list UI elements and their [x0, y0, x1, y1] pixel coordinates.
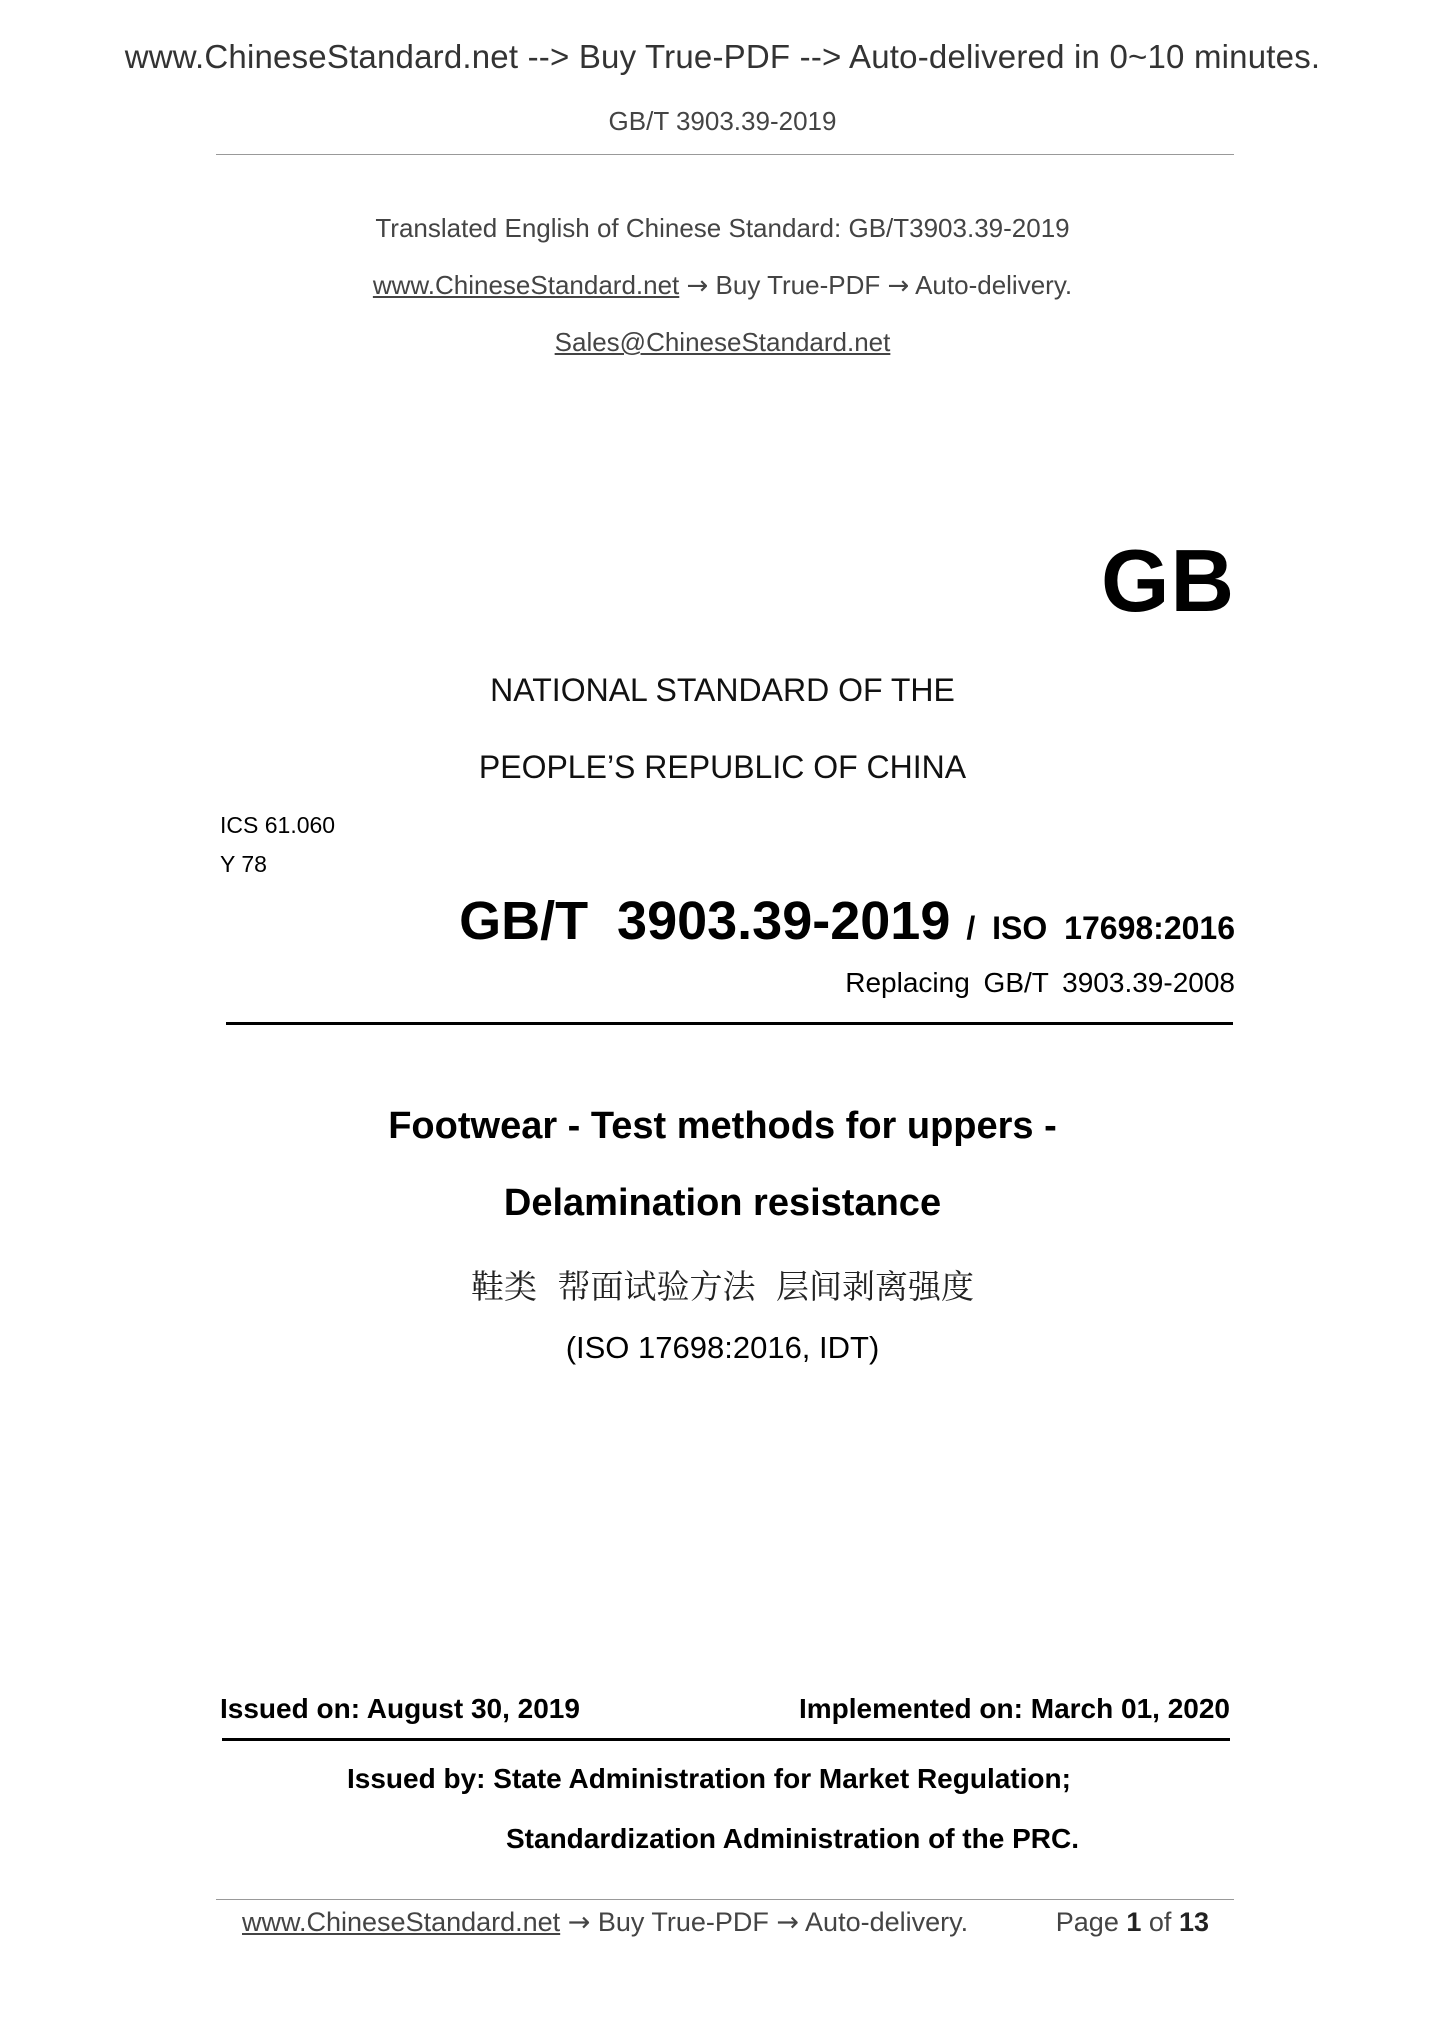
page-of: of [1148, 1907, 1172, 1937]
footer-promo [242, 1907, 968, 1938]
ics-code: ICS 61.060 [220, 812, 336, 838]
arrow-right-icon: → [887, 271, 910, 301]
footer-buy-text: Buy True-PDF [597, 1907, 769, 1937]
title-divider [226, 1022, 1233, 1025]
site-promo-line [0, 270, 1445, 301]
footer-site-link[interactable]: www.ChineseStandard.net [242, 1907, 561, 1937]
classification-code: Y 78 [220, 851, 267, 877]
auto-delivery-text: Auto-delivery. [915, 270, 1073, 300]
page-indicator [1056, 1907, 1209, 1938]
document-title-line-2: Delamination resistance [503, 1182, 942, 1224]
footer-auto-text: Auto-delivery. [805, 1907, 969, 1937]
chinese-title: 鞋类 帮面试验方法 层间剥离强度 [471, 1267, 974, 1306]
replacing-note: Replacing GB/T 3903.39-2008 [845, 967, 1235, 998]
translation-note: Translated English of Chinese Standard: GB/T3903.39-2019 [375, 213, 1070, 243]
header-standard-code: GB/T 3903.39-2019 [608, 106, 837, 136]
standard-number-line [459, 890, 1235, 952]
buy-text: Buy True-PDF [715, 270, 881, 300]
implemented-on-date: Implemented on: March 01, 2020 [798, 1693, 1230, 1724]
dates-divider [222, 1738, 1230, 1741]
issued-on-date: Issued on: August 30, 2019 [220, 1693, 580, 1724]
issued-by-line-2: Standardization Administration of the PRC. [506, 1823, 1079, 1854]
header-divider [216, 154, 1234, 155]
arrow-right-icon: → [567, 1907, 591, 1938]
issued-by-line-1: Issued by: State Administration for Market Regulation; [347, 1763, 1071, 1794]
iso-reference: / ISO 17698:2016 [966, 910, 1235, 946]
page-label: Page [1055, 1907, 1119, 1937]
footer-divider [216, 1899, 1234, 1900]
standard-number: GB/T 3903.39-2019 [459, 891, 951, 951]
top-banner: www.ChineseStandard.net --> Buy True-PDF --> Auto-delivered in 0~10 minutes. [124, 38, 1321, 75]
page-total: 13 [1178, 1907, 1209, 1937]
national-standard-line-2: PEOPLE’S REPUBLIC OF CHINA [478, 749, 967, 785]
sales-email-line [0, 327, 1445, 358]
site-link[interactable]: www.ChineseStandard.net [372, 270, 680, 300]
gb-mark: GB [1101, 531, 1235, 630]
sales-email-link[interactable]: Sales@ChineseStandard.net [554, 327, 891, 357]
arrow-right-icon: → [686, 271, 709, 301]
document-title-line-1: Footwear - Test methods for uppers - [388, 1105, 1057, 1147]
iso-equivalence: (ISO 17698:2016, IDT) [565, 1330, 880, 1365]
national-standard-line-1: NATIONAL STANDARD OF THE [490, 672, 955, 708]
arrow-right-icon: → [776, 1907, 800, 1938]
page-current: 1 [1126, 1907, 1142, 1937]
